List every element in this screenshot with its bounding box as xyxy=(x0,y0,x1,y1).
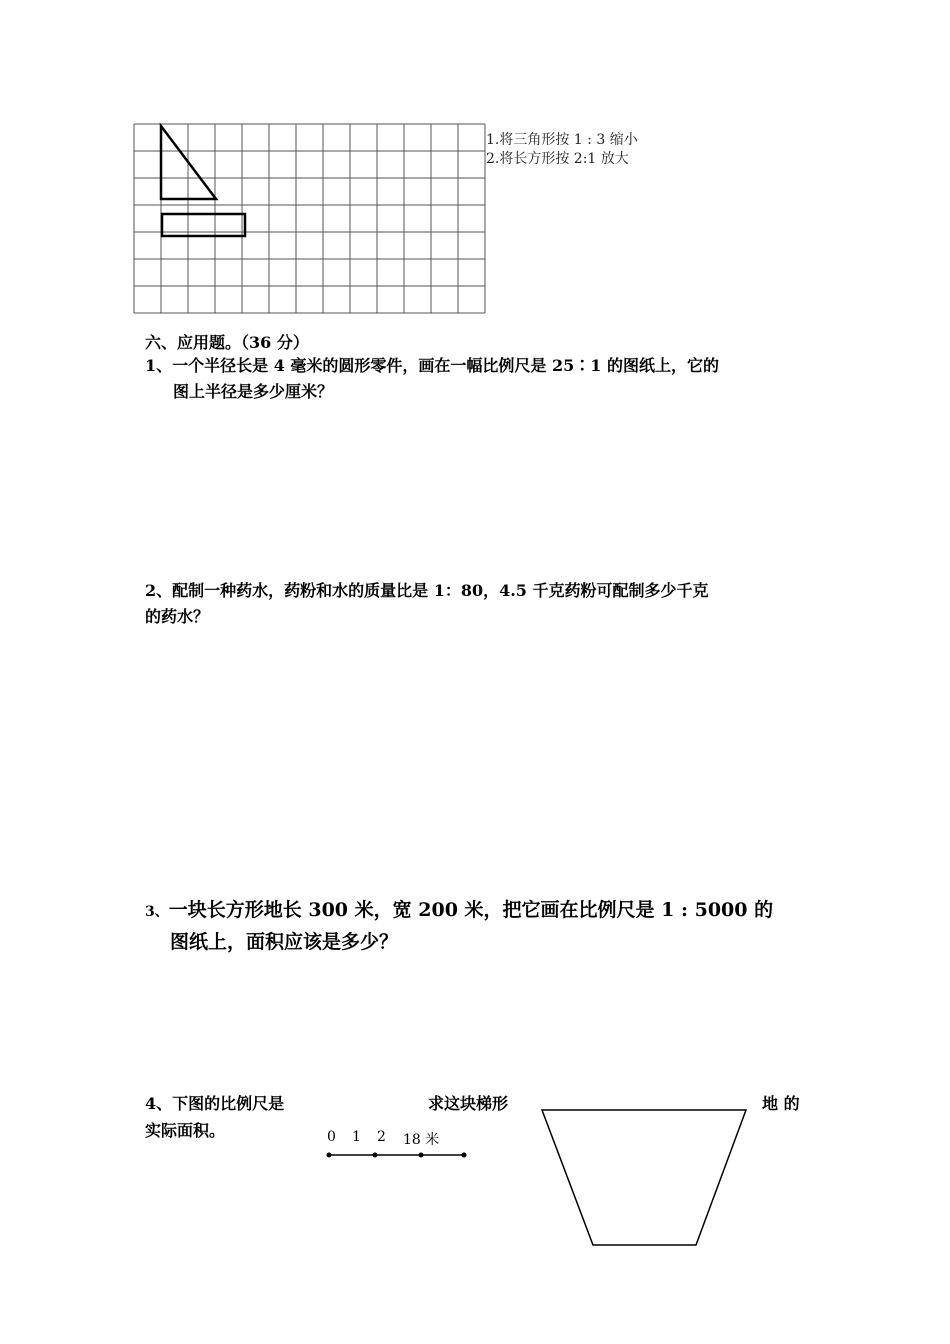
question-4-part-2: 求这块梯形 xyxy=(428,1094,509,1113)
scale-bar-dot xyxy=(327,1153,332,1158)
question-4-part-3: 地 的 xyxy=(762,1094,800,1113)
scale-label-2: 2 xyxy=(377,1129,386,1145)
instruction-enlarge-rectangle: 2.将长方形按 2:1 放大 xyxy=(486,151,629,167)
scale-bar-dot xyxy=(462,1153,467,1158)
trapezoid-figure xyxy=(542,1110,746,1245)
scale-label-18-meters: 18 米 xyxy=(403,1132,440,1148)
question-2 xyxy=(145,578,825,630)
scale-label-0: 0 xyxy=(327,1129,336,1145)
question-1-line-1: 1、一个半径长是 4 毫米的圆形零件，画在一幅比例尺是 25∶1 的图纸上，它的 xyxy=(145,356,719,375)
scale-bar xyxy=(327,1153,467,1158)
question-2-line-1: 2、配制一种药水，药粉和水的质量比是 1：80，4.5 千克药粉可配制多少千克 xyxy=(145,581,709,600)
question-3 xyxy=(145,895,825,957)
rectangle-figure xyxy=(162,214,245,236)
question-4-part-1: 4、下图的比例尺是 xyxy=(145,1094,285,1113)
square-grid xyxy=(134,124,485,313)
question-4-line-2: 实际面积。 xyxy=(145,1121,226,1140)
instruction-shrink-triangle: 1.将三角形按 1 : 3 缩小 xyxy=(486,132,638,148)
scale-bar-dot xyxy=(373,1153,378,1158)
question-1 xyxy=(145,353,825,405)
grid-instructions xyxy=(486,131,638,169)
question-3-line-1: 一块长方形地长 300 米，宽 200 米，把它画在比例尺是 1 : 5000 的 xyxy=(168,899,774,921)
section-title: 六、应用题。（36 分） xyxy=(145,333,309,352)
question-1-line-2: 图上半径是多少厘米？ xyxy=(173,382,334,401)
question-3-line-2: 图纸上，面积应该是多少？ xyxy=(170,931,399,953)
scale-bar-dot xyxy=(419,1153,424,1158)
scale-label-1: 1 xyxy=(352,1129,361,1145)
question-2-line-2: 的药水？ xyxy=(145,607,210,626)
question-3-number: 3、 xyxy=(145,904,169,920)
